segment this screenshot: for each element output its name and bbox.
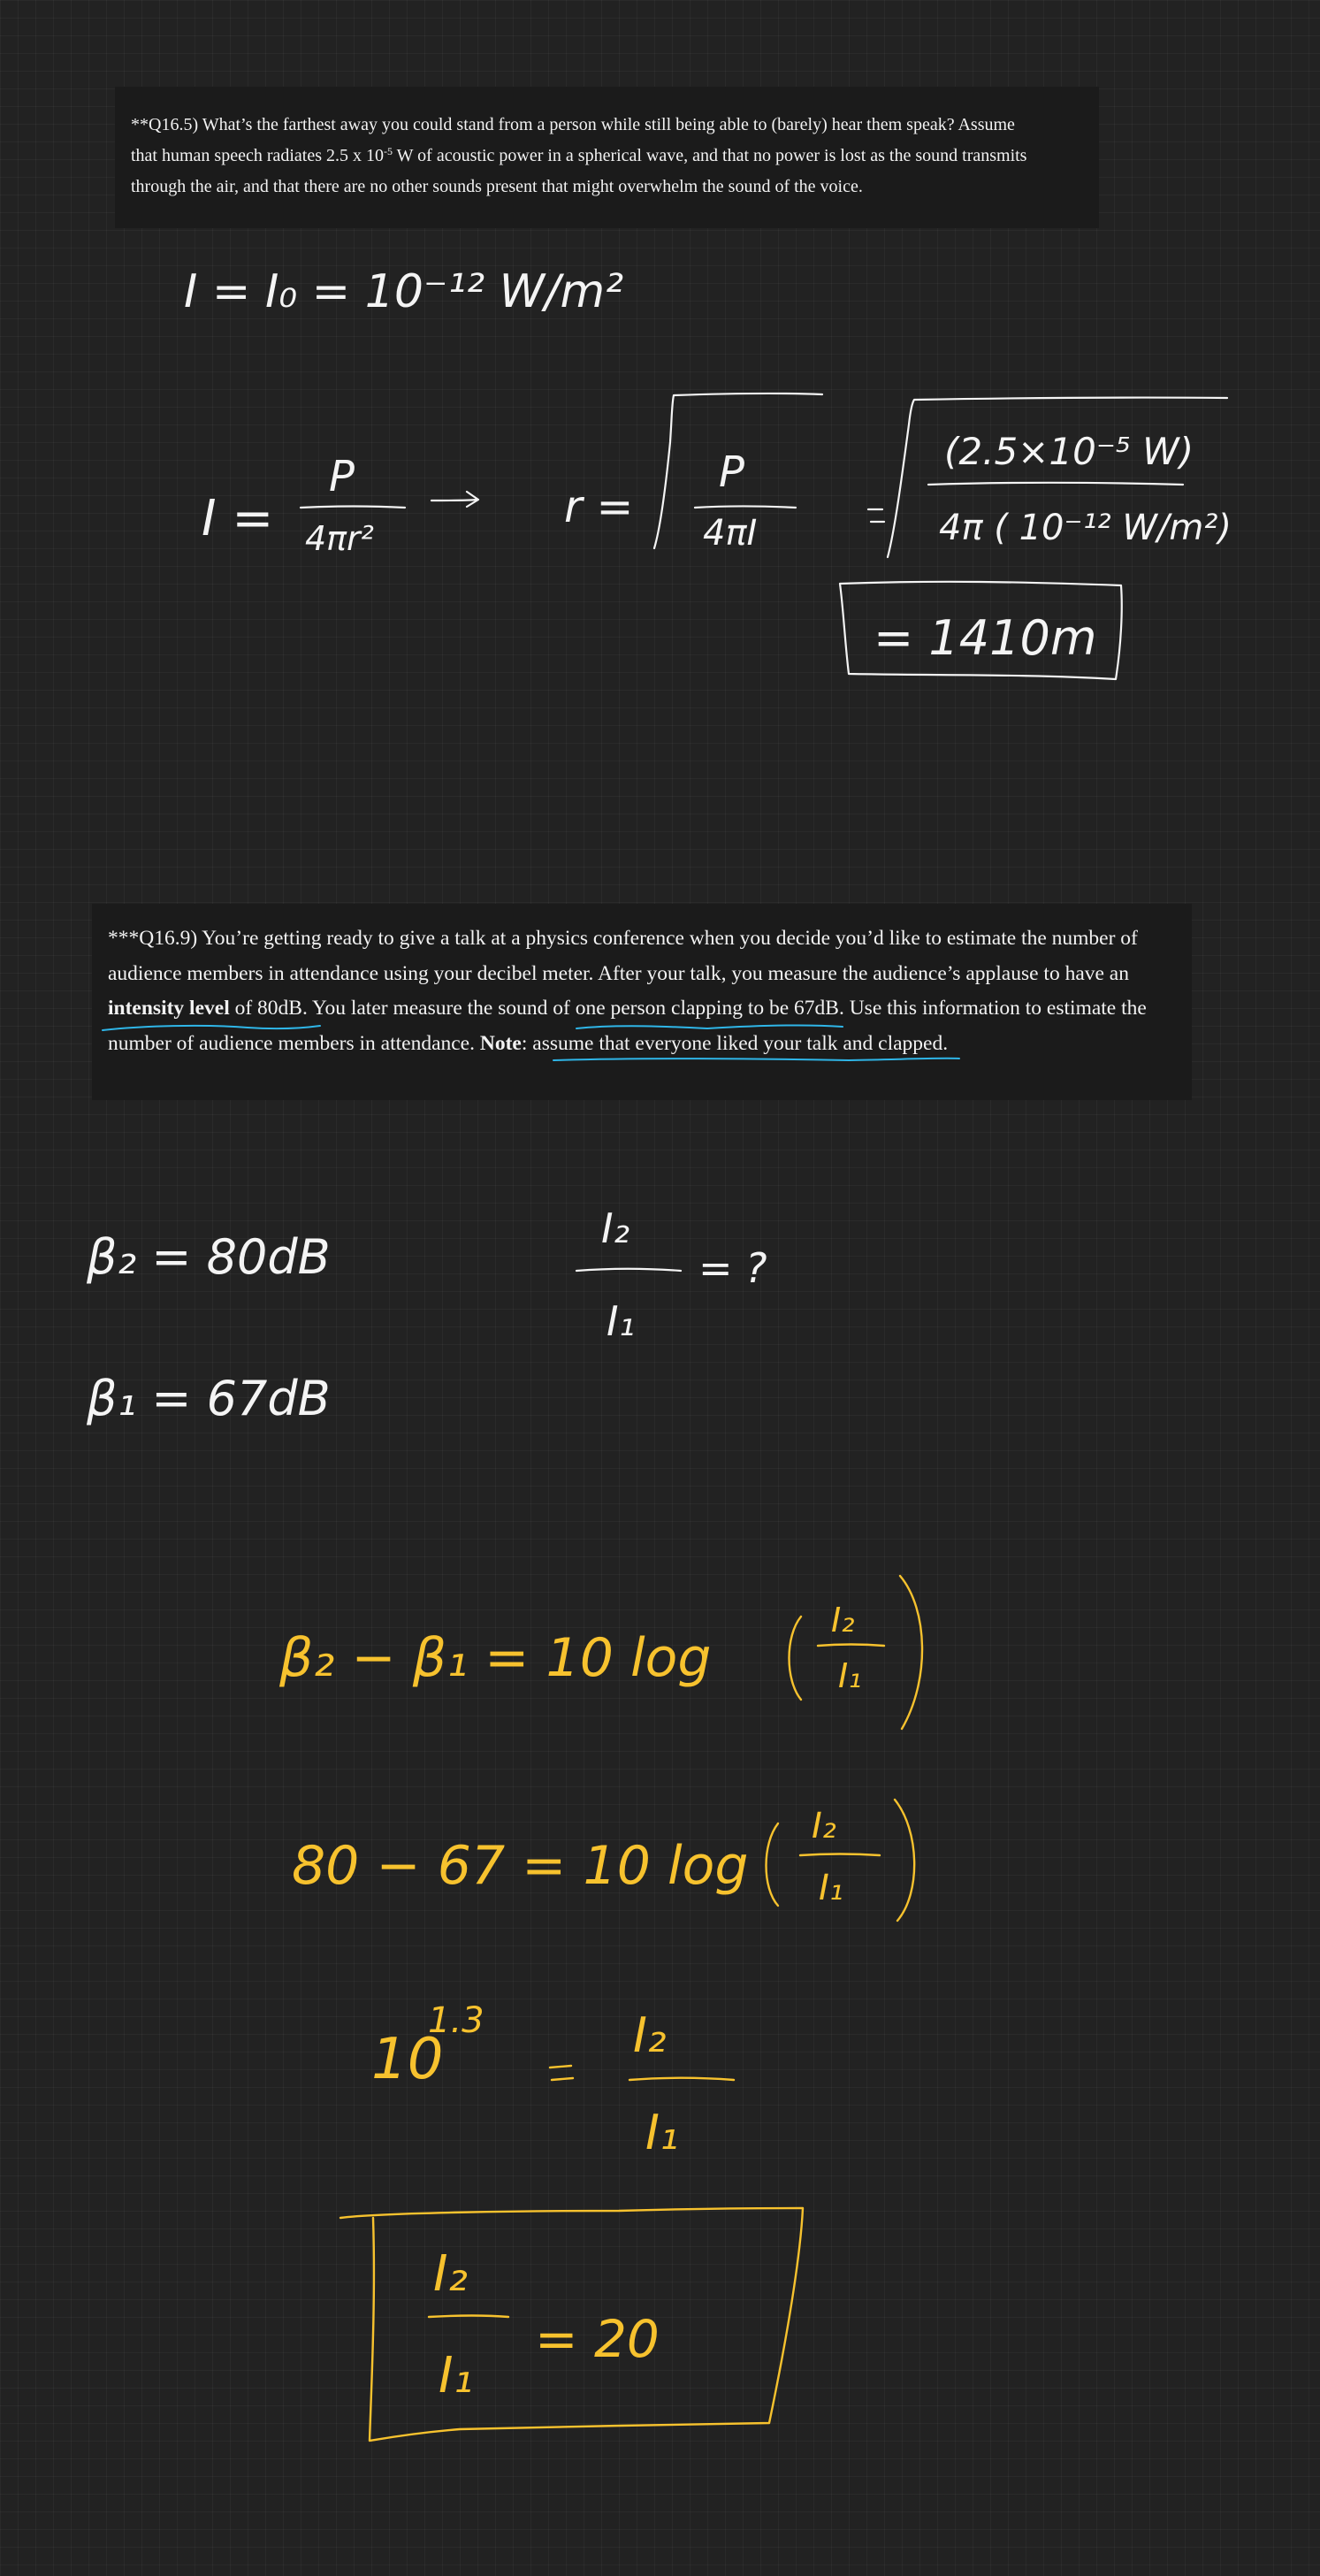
ratio-fraction-bar — [576, 1269, 681, 1271]
radius-lhs: r = — [564, 481, 634, 532]
eq3-i2: I₂ — [633, 2007, 667, 2063]
note-label: Note — [479, 1031, 522, 1055]
fraction-bar-1 — [301, 507, 405, 508]
decibel-difference-equation: β₂ − β₁ = 10 log — [279, 1627, 712, 1689]
eq2-fraction-bar — [800, 1854, 880, 1856]
equals-sign-2 — [550, 2066, 573, 2080]
paren-open-1 — [790, 1617, 802, 1700]
numeric-numerator: (2.5×10⁻⁵ W) — [944, 430, 1194, 473]
numeric-difference-equation: 80 − 67 = 10 log — [292, 1835, 749, 1897]
q16-9-line-3-c: . Use this information to estimate the — [838, 997, 1147, 1020]
power-numerator-1: P — [329, 452, 355, 501]
equals-sign-1 — [868, 509, 884, 522]
implies-arrow — [431, 492, 478, 507]
sphere-area-denominator: 4πr² — [305, 519, 374, 558]
paren-close-1 — [900, 1576, 922, 1729]
underline-note-text — [553, 1059, 959, 1060]
ratio-unknown: = ? — [698, 1244, 767, 1292]
reference-intensity-equation: I = I₀ = 10⁻¹² W/m² — [184, 265, 624, 318]
answer-i2: I₂ — [433, 2245, 468, 2303]
eq1-i2: I₂ — [831, 1601, 855, 1640]
eq1-fraction-bar — [818, 1645, 884, 1647]
beta2-given: β₂ = 80dB — [87, 1229, 331, 1285]
paren-close-2 — [895, 1800, 914, 1921]
q16-9-line-1: ***Q16.9) You’re getting ready to give a talk at a physics conference when you decide you’d like to estimate the number of — [108, 927, 1138, 950]
power-of-ten: 10 — [371, 2027, 444, 2092]
q16-5-line-2-rest: W of acoustic power in a spherical wave, and that no power is lost as the sound transmits — [393, 146, 1027, 165]
distance-answer: = 1410m — [874, 610, 1097, 666]
q16-5-line-1: **Q16.5) What’s the farthest away you could stand from a person while still being able to (barely) hear them speak? Assume — [131, 115, 1015, 134]
q16-5-power-text: that human speech radiates 2.5 x 10 — [131, 146, 385, 165]
paren-open-2 — [767, 1823, 779, 1906]
i1-denominator: I₁ — [607, 1297, 636, 1345]
power-numerator-2: P — [719, 447, 744, 497]
answer-fraction-bar — [429, 2316, 508, 2318]
eq2-i2: I₂ — [812, 1806, 836, 1846]
eq3-fraction-bar — [629, 2078, 734, 2080]
q16-9-line-3-a: of 80dB. You later measure the sound of — [229, 997, 576, 1020]
numeric-denominator: 4π ( 10⁻¹² W/m²) — [939, 508, 1232, 548]
q16-9-line-4-b: : — [521, 1031, 533, 1055]
underline-intensity-level — [103, 1026, 320, 1030]
answer-i1: I₁ — [439, 2347, 473, 2404]
q16-9-line-4-a: number of audience members in attendance. — [108, 1031, 480, 1055]
eq3-i1: I₁ — [645, 2105, 679, 2160]
underline-one-person-clapping — [576, 1026, 843, 1028]
intensity-level-term: intensity level — [108, 997, 230, 1020]
fraction-bar-3 — [928, 483, 1183, 485]
q16-9-line-2: audience members in attendance using your decibel meter. After your talk, you measure the audience’s applause to have an — [108, 961, 1129, 985]
one-person-clapping-text: one person clapping to be 67dB — [575, 997, 839, 1020]
i2-numerator: I₂ — [601, 1204, 630, 1252]
fraction-bar-2 — [695, 507, 796, 508]
beta1-given: β₁ = 67dB — [87, 1371, 331, 1426]
eq2-i1: I₁ — [819, 1868, 843, 1908]
sphere-intensity-denominator: 4πI — [703, 513, 758, 554]
exponent-value: 1.3 — [428, 2000, 485, 2041]
q16-5-line-3: through the air, and that there are no other sounds present that might overwhelm the sound of the voice. — [131, 177, 863, 196]
q16-5-exponent: -5 — [384, 145, 393, 157]
audience-count-answer: = 20 — [535, 2309, 660, 2369]
intensity-lhs: I = — [202, 490, 274, 547]
eq1-i1: I₁ — [838, 1656, 862, 1695]
note-text: assume that everyone liked your talk and clapped. — [532, 1031, 949, 1055]
